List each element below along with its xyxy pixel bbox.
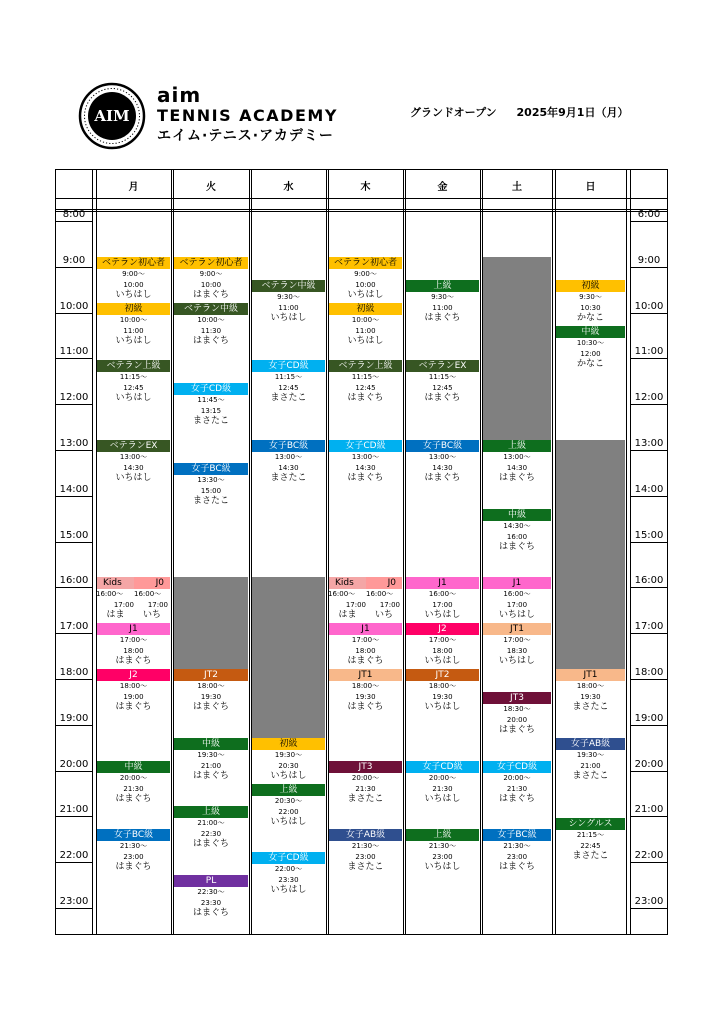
class-time: 9:30～ [277,293,300,301]
class-label: ベテランEX [406,360,479,372]
class-time: 11:00 [278,304,299,312]
class-time: 11:15～ [119,373,148,381]
time-label-left: 23:00 [56,896,92,909]
class-time: 18:00 [355,647,376,655]
coach-name: はまぐち [192,336,229,346]
kids-label: Kids [97,577,134,589]
class-time: 12:45 [355,384,376,392]
class-time: 20:00～ [119,774,148,782]
coach-name: いちはし [115,290,152,300]
time-label-right: 15:00 [631,530,667,543]
class-time: 22:30 [200,830,222,838]
coach-name: いち [374,610,393,620]
svg-text:AIM: AIM [94,107,130,125]
class-time: 10:30 [580,304,601,312]
class-time: 21:30～ [428,842,457,850]
coach-name: いちはし [115,393,152,403]
coach-name: まさたこ [270,393,307,403]
class-label: 中級 [174,738,248,750]
class-time: 17:00 [345,601,366,609]
unavailable-block [252,577,325,738]
coach-name: はま [338,610,357,620]
class-label: 女子BC級 [483,829,551,841]
class-time: 11:15～ [428,373,457,381]
class-label: 女子CD級 [252,852,325,864]
grid-vline [92,169,93,935]
class-label: JT3 [483,692,551,704]
class-label: JT1 [483,623,551,635]
class-time: 18:00～ [428,682,457,690]
time-label-right: 19:00 [631,713,667,726]
class-time: 21:30～ [119,842,148,850]
class-label: ベテランEX [97,440,170,452]
class-time: 16:00～ [134,590,162,598]
time-label-left: 15:00 [56,530,92,543]
class-time: 15:00 [200,487,222,495]
grid-vline [552,169,553,935]
class-time: 16:00 [506,533,528,541]
coach-name: はまぐち [192,771,229,781]
class-time: 21:00～ [197,819,225,827]
class-label: 初級 [97,303,170,315]
coach-name: いち [142,610,161,620]
j0-label: J0 [134,577,170,589]
class-time: 22:00～ [274,865,303,873]
class-time: 18:00～ [576,682,605,690]
brand-katakana: エイム·テニス·アカデミー [157,128,334,144]
time-label-left: 14:00 [56,484,92,497]
class-time: 9:00～ [199,270,223,278]
class-time: 14:30 [506,464,528,472]
coach-name: いちはし [115,336,152,346]
unavailable-block [483,257,551,440]
class-label: ベテラン初心者 [97,257,170,269]
coach-name: はまぐち [192,702,229,712]
class-label: ベテラン上級 [329,360,402,372]
coach-name: はまぐち [347,702,384,712]
coach-name: いちはし [270,885,307,895]
class-time: 19:30 [355,693,376,701]
coach-name: いちはし [115,473,152,483]
coach-name: はま [106,610,125,620]
coach-name: はまぐち [115,862,152,872]
class-label: シングルス [556,818,625,830]
class-label: 初級 [556,280,625,292]
header-divider [55,211,668,212]
time-label-left: 19:00 [56,713,92,726]
class-time: 23:30 [200,899,222,907]
class-label: JT2 [174,669,248,681]
coach-name: はまぐち [192,839,229,849]
time-label-left: 13:00 [56,438,92,451]
class-time: 17:00～ [503,636,531,644]
class-time: 23:00 [355,853,376,861]
day-header-3: 木 [360,182,371,193]
class-label: 中級 [556,326,625,338]
class-time: 21:30 [355,785,376,793]
class-time: 22:45 [580,842,601,850]
class-time: 17:00～ [119,636,148,644]
class-label: ベテラン初心者 [329,257,402,269]
class-time: 11:45～ [197,396,225,404]
class-time: 19:30～ [576,751,605,759]
class-label: 初級 [329,303,402,315]
coach-name: はまぐち [498,794,535,804]
coach-name: はまぐち [347,656,384,666]
class-label: J1 [329,623,402,635]
day-header-4: 金 [437,182,448,193]
class-time: 19:30～ [197,751,225,759]
class-time: 13:00～ [428,453,457,461]
class-time: 18:00～ [351,682,380,690]
time-label-right: 11:00 [631,346,667,359]
class-label: 女子CD級 [252,360,325,372]
class-label: 女子CD級 [406,761,479,773]
kids-label: Kids [329,577,366,589]
coach-name: いちはし [424,702,461,712]
class-time: 19:30～ [274,751,303,759]
coach-name: いちはし [270,771,307,781]
class-time: 10:00 [355,281,376,289]
class-time: 19:30 [580,693,601,701]
coach-name: はまぐち [115,794,152,804]
time-label-right: 22:00 [631,850,667,863]
header-divider [55,209,668,210]
class-time: 22:30～ [197,888,225,896]
class-label: 上級 [406,829,479,841]
class-label: 中級 [483,509,551,521]
coach-name: いちはし [498,656,535,666]
day-header-1: 火 [206,182,216,193]
class-time: 13:00～ [119,453,148,461]
class-label: JT3 [329,761,402,773]
class-time: 20:30 [278,762,299,770]
class-time: 23:30 [278,876,299,884]
class-label: 女子AB級 [329,829,402,841]
coach-name: いちはし [424,794,461,804]
class-time: 17:00 [506,601,528,609]
class-time: 10:30～ [576,339,605,347]
time-label-right: 14:00 [631,484,667,497]
class-time: 18:00 [432,647,453,655]
class-time: 9:30～ [431,293,454,301]
time-label-right: 9:00 [631,255,667,268]
class-time: 12:00 [580,350,601,358]
class-label: 上級 [483,440,551,452]
class-time: 12:45 [432,384,453,392]
class-time: 20:00～ [503,774,531,782]
class-label: J2 [406,623,479,635]
brand-subtitle: TENNIS ACADEMY [157,106,338,125]
class-time: 11:30 [200,327,222,335]
class-label: J1 [406,577,479,589]
coach-name: かなこ [576,359,604,369]
class-time: 17:00 [113,601,134,609]
class-time: 21:00 [580,762,601,770]
class-time: 17:00 [379,601,400,609]
class-label: 女子BC級 [252,440,325,452]
coach-name: かなこ [576,313,604,323]
time-label-left: 22:00 [56,850,92,863]
class-time: 17:00 [432,601,453,609]
unavailable-block [556,440,625,669]
brand-name: aim [157,83,202,107]
class-label: J2 [97,669,170,681]
coach-name: いちはし [424,656,461,666]
time-label-right: 16:00 [631,575,667,588]
class-time: 11:00 [432,304,453,312]
coach-name: まさたこ [572,851,609,861]
time-label-left: 11:00 [56,346,92,359]
coach-name: まさたこ [192,416,229,426]
time-label-left: 20:00 [56,759,92,772]
class-time: 18:00～ [119,682,148,690]
class-time: 18:30～ [503,705,531,713]
coach-name: いちはし [424,862,461,872]
class-time: 19:30 [432,693,453,701]
class-label: 女子CD級 [174,383,248,395]
class-time: 17:00 [147,601,168,609]
time-label-left: 18:00 [56,667,92,680]
class-time: 13:00～ [351,453,380,461]
class-time: 20:00～ [428,774,457,782]
coach-name: はまぐち [115,702,152,712]
unavailable-block [174,577,248,669]
coach-name: まさたこ [572,702,609,712]
class-time: 19:30 [200,693,222,701]
day-header-2: 水 [283,182,294,193]
time-label-right: 6:00 [631,209,667,222]
class-time: 16:00～ [328,590,356,598]
class-label: 初級 [252,738,325,750]
class-time: 20:00～ [351,774,380,782]
time-label-right: 23:00 [631,896,667,909]
grid-vline [403,169,404,935]
class-label: ベテラン上級 [97,360,170,372]
grid-vline [630,169,631,935]
class-time: 13:30～ [197,476,225,484]
class-time: 14:30～ [503,522,531,530]
coach-name: はまぐち [498,862,535,872]
day-header-6: 日 [585,182,596,193]
coach-name: はまぐち [347,393,384,403]
grand-opening-label: グランドオープン [410,106,497,119]
time-label-right: 21:00 [631,804,667,817]
class-label: 上級 [252,784,325,796]
class-time: 23:00 [432,853,453,861]
class-time: 23:00 [506,853,528,861]
class-time: 21:30 [123,785,144,793]
class-time: 10:00 [200,281,222,289]
class-time: 21:00 [200,762,222,770]
class-time: 11:15～ [351,373,380,381]
grand-opening-date: 2025年9月1日（月） [516,106,629,119]
class-time: 23:00 [123,853,144,861]
coach-name: いちはし [498,610,535,620]
class-label: JT1 [556,669,625,681]
class-label: 中級 [97,761,170,773]
coach-name: はまぐち [192,290,229,300]
class-time: 11:00 [123,327,144,335]
class-label: 上級 [174,806,248,818]
coach-name: まさたこ [347,794,384,804]
class-time: 12:45 [123,384,144,392]
class-time: 20:30～ [274,797,303,805]
class-time: 12:45 [278,384,299,392]
class-time: 21:30 [506,785,528,793]
class-time: 22:00 [278,808,299,816]
class-time: 17:00～ [351,636,380,644]
class-time: 13:15 [200,407,222,415]
class-time: 11:15～ [274,373,303,381]
class-time: 18:00～ [197,682,225,690]
class-time: 10:00～ [197,316,225,324]
coach-name: いちはし [270,313,307,323]
coach-name: いちはし [424,610,461,620]
coach-name: はまぐち [498,473,535,483]
class-label: JT2 [406,669,479,681]
coach-name: まさたこ [347,862,384,872]
class-time: 17:00～ [428,636,457,644]
class-time: 16:00～ [366,590,394,598]
class-time: 9:30～ [579,293,602,301]
coach-name: はまぐち [424,313,461,323]
coach-name: まさたこ [572,771,609,781]
class-label: 女子BC級 [406,440,479,452]
class-label: 女子CD級 [329,440,402,452]
class-time: 19:00 [123,693,144,701]
time-label-right: 20:00 [631,759,667,772]
time-label-right: 10:00 [631,301,667,314]
grid-vline [171,169,172,935]
class-time: 20:00 [506,716,528,724]
time-label-right: 18:00 [631,667,667,680]
header-divider [55,198,668,199]
class-label: 女子BC級 [97,829,170,841]
class-label: J1 [97,623,170,635]
day-header-5: 土 [512,182,522,193]
time-label-left: 8:00 [56,209,92,222]
day-header-0: 月 [128,182,139,193]
class-time: 14:30 [123,464,144,472]
class-time: 16:00～ [503,590,531,598]
class-label: ベテラン中級 [252,280,325,292]
grid-vline [326,169,327,935]
class-time: 18:00 [123,647,144,655]
time-label-left: 10:00 [56,301,92,314]
coach-name: はまぐち [498,542,535,552]
time-label-left: 16:00 [56,575,92,588]
coach-name: はまぐち [192,908,229,918]
class-time: 11:00 [355,327,376,335]
coach-name: まさたこ [270,473,307,483]
class-time: 14:30 [278,464,299,472]
time-label-right: 13:00 [631,438,667,451]
class-time: 21:30 [432,785,453,793]
class-time: 9:00～ [122,270,145,278]
class-time: 14:30 [432,464,453,472]
grid-vline [626,169,627,935]
class-label: 女子BC級 [174,463,248,475]
time-label-left: 9:00 [56,255,92,268]
class-label: 上級 [406,280,479,292]
class-label: 女子CD級 [483,761,551,773]
time-label-right: 17:00 [631,621,667,634]
coach-name: いちはし [347,336,384,346]
class-time: 9:00～ [354,270,377,278]
class-time: 18:30 [506,647,528,655]
class-time: 13:00～ [503,453,531,461]
class-time: 21:30～ [503,842,531,850]
time-label-left: 12:00 [56,392,92,405]
coach-name: いちはし [270,817,307,827]
class-time: 10:00 [123,281,144,289]
grid-vline [249,169,250,935]
class-label: 女子AB級 [556,738,625,750]
time-label-left: 21:00 [56,804,92,817]
coach-name: はまぐち [115,656,152,666]
class-label: ベテラン初心者 [174,257,248,269]
time-label-left: 17:00 [56,621,92,634]
class-time: 21:30～ [351,842,380,850]
class-time: 16:00～ [96,590,124,598]
coach-name: いちはし [347,290,384,300]
coach-name: はまぐち [424,393,461,403]
class-label: J1 [483,577,551,589]
class-time: 10:00～ [351,316,380,324]
class-time: 10:00～ [119,316,148,324]
j0-label: J0 [366,577,402,589]
coach-name: はまぐち [347,473,384,483]
class-time: 14:30 [355,464,376,472]
coach-name: まさたこ [192,496,229,506]
class-time: 21:15～ [576,831,605,839]
coach-name: はまぐち [498,725,535,735]
grid-vline [480,169,481,935]
class-time: 13:00～ [274,453,303,461]
time-label-right: 12:00 [631,392,667,405]
class-label: JT1 [329,669,402,681]
class-time: 16:00～ [428,590,457,598]
class-label: ベテラン中級 [174,303,248,315]
coach-name: はまぐち [424,473,461,483]
class-label: PL [174,875,248,887]
